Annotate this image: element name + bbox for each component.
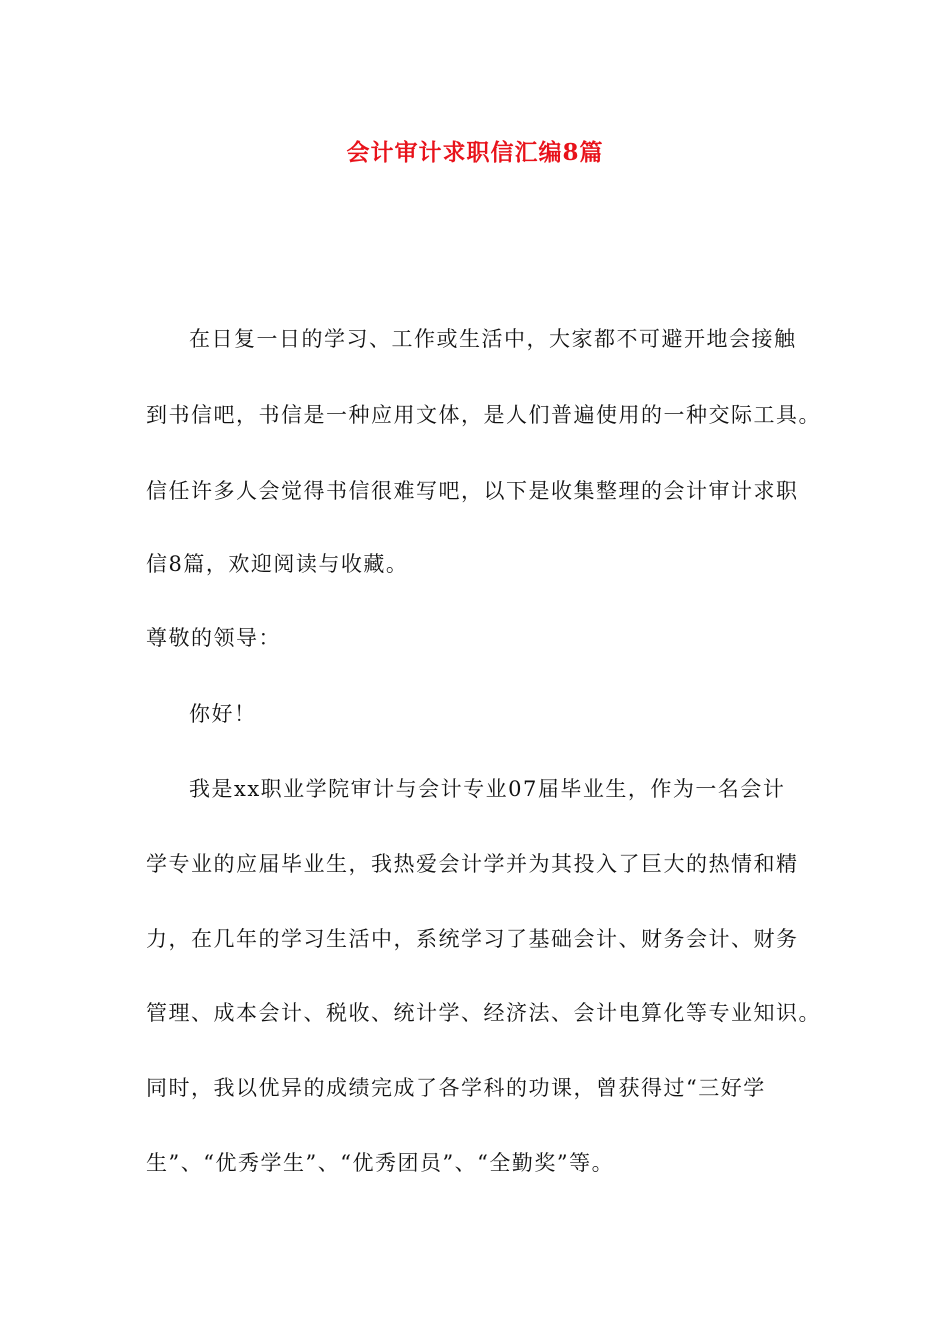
greeting: 你好！ (189, 702, 257, 726)
paragraph-2-line-6: 生”、“优秀学生”、“优秀团员”、“全勤奖”等。 (146, 1151, 615, 1175)
document-title: 会计审计求职信汇编8篇 (346, 139, 604, 166)
paragraph-1-line-2: 到书信吧，书信是一种应用文体，是人们普遍使用的一种交际工具。 (146, 403, 821, 427)
paragraph-2-line-4: 管理、成本会计、税收、统计学、经济法、会计电算化等专业知识。 (146, 1001, 821, 1025)
paragraph-1-line-4: 信8篇，欢迎阅读与收藏。 (146, 552, 409, 576)
salutation: 尊敬的领导： (146, 626, 281, 650)
paragraph-2-line-2: 学专业的应届毕业生，我热爱会计学并为其投入了巨大的热情和精 (146, 852, 799, 876)
paragraph-2-line-3: 力，在几年的学习生活中，系统学习了基础会计、财务会计、财务 (146, 927, 799, 951)
paragraph-2-line-5: 同时，我以优异的成绩完成了各学科的功课，曾获得过“三好学 (146, 1076, 766, 1100)
paragraph-2-line-1: 我是xx职业学院审计与会计专业07届毕业生，作为一名会计 (189, 777, 786, 801)
paragraph-1-line-1: 在日复一日的学习、工作或生活中，大家都不可避开地会接触 (189, 327, 797, 351)
paragraph-1-line-3: 信任许多人会觉得书信很难写吧，以下是收集整理的会计审计求职 (146, 479, 799, 503)
